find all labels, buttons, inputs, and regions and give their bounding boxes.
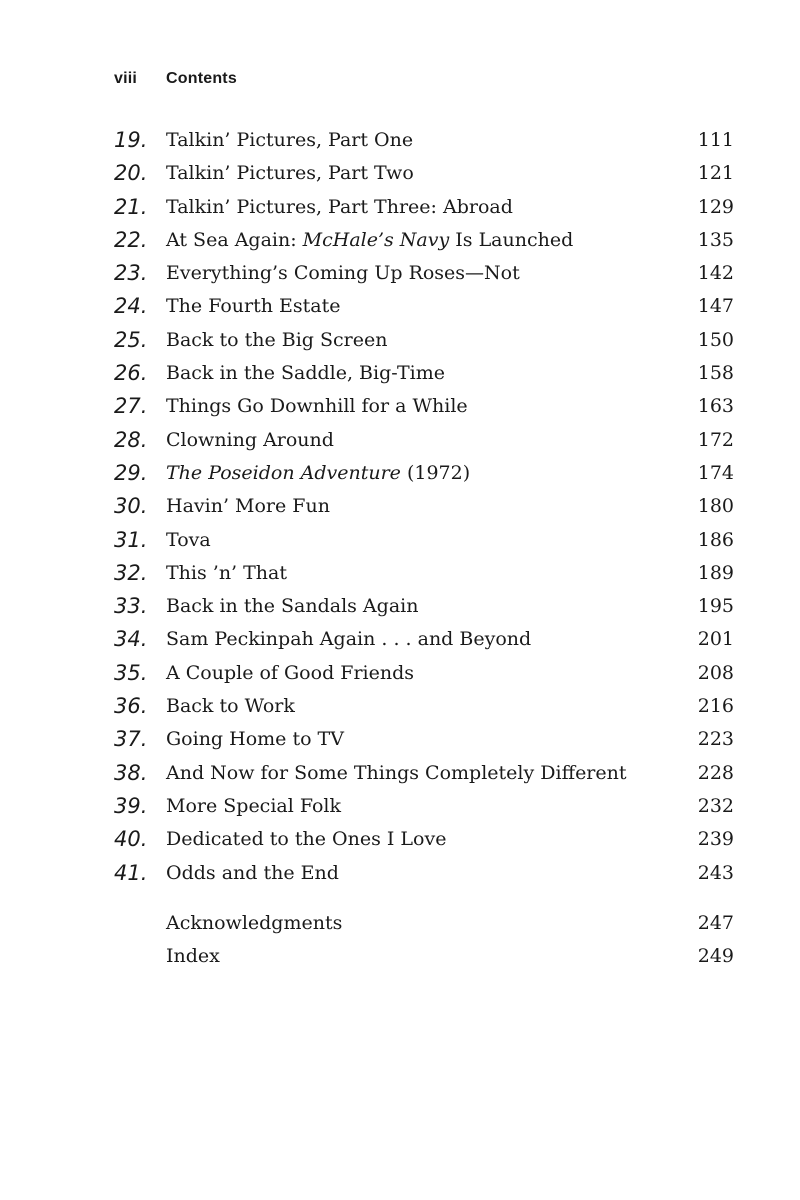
- chapter-number: 30.: [114, 494, 148, 519]
- chapter-title-italic: McHale’s Navy: [302, 228, 450, 251]
- back-matter-entry: [114, 907, 734, 940]
- page-folio: viii: [114, 70, 138, 87]
- chapter-page: 239: [697, 828, 734, 851]
- chapter-page: 195: [697, 595, 734, 618]
- toc-entry: [114, 757, 734, 790]
- chapter-number: 37.: [114, 727, 148, 752]
- chapter-number: 22.: [114, 227, 148, 252]
- chapter-page: 129: [697, 195, 734, 218]
- chapter-page: 243: [697, 861, 734, 884]
- chapter-number: 27.: [114, 394, 148, 419]
- chapter-number: 31.: [114, 527, 148, 552]
- toc-entry: [114, 857, 734, 890]
- chapter-title: [166, 457, 470, 490]
- chapter-page: 228: [697, 761, 734, 784]
- chapter-page: 174: [697, 461, 734, 484]
- chapter-title: Clowning Around: [166, 428, 334, 451]
- chapter-title-italic: The Poseidon Adventure: [166, 461, 401, 484]
- chapter-page: 186: [697, 528, 734, 551]
- chapter-number: 40.: [114, 827, 148, 852]
- toc-entry: [114, 790, 734, 823]
- toc-entry: [114, 390, 734, 423]
- chapter-number: 25.: [114, 327, 148, 352]
- chapter-title: This ’n’ That: [166, 561, 288, 584]
- chapter-title: A Couple of Good Friends: [166, 661, 415, 684]
- back-matter-page: 249: [697, 945, 734, 968]
- back-matter-title: Index: [166, 945, 220, 968]
- chapter-title-post: Is Launched: [449, 228, 574, 251]
- table-of-contents: [114, 124, 734, 890]
- chapter-title: Talkin’ Pictures, Part One: [166, 129, 414, 151]
- chapter-number: 41.: [114, 860, 148, 885]
- chapter-number: 24.: [114, 294, 148, 319]
- toc-entry: [114, 823, 734, 856]
- chapter-page: 142: [697, 262, 734, 285]
- chapter-number: 35.: [114, 660, 148, 685]
- chapter-page: 172: [697, 428, 734, 451]
- chapter-title: Going Home to TV: [166, 728, 344, 751]
- chapter-title: Dedicated to the Ones I Love: [166, 828, 447, 851]
- chapter-number: 28.: [114, 427, 148, 452]
- back-matter-entry: [114, 940, 734, 973]
- chapter-page: 147: [697, 295, 734, 318]
- running-head-title: Contents: [166, 70, 237, 87]
- toc-entry: [114, 191, 734, 224]
- toc-entry: [114, 490, 734, 523]
- chapter-number: 34.: [114, 627, 148, 652]
- chapter-title-pre: At Sea Again:: [166, 228, 303, 251]
- chapter-number: 21.: [114, 194, 148, 219]
- chapter-number: 23.: [114, 261, 148, 286]
- chapter-title: Sam Peckinpah Again . . . and Beyond: [166, 628, 532, 651]
- chapter-number: 29.: [114, 460, 148, 485]
- chapter-page: 111: [697, 129, 734, 151]
- chapter-title: Everything’s Coming Up Roses—Not: [166, 262, 520, 285]
- back-matter-page: 247: [697, 912, 734, 934]
- chapter-number: 38.: [114, 760, 148, 785]
- chapter-page: 189: [697, 561, 734, 584]
- chapter-page: 232: [697, 794, 734, 817]
- chapter-page: 223: [697, 728, 734, 751]
- toc-entry: [114, 457, 734, 490]
- chapter-title: Back to Work: [166, 695, 295, 718]
- toc-entry: [114, 290, 734, 323]
- toc-entry: [114, 357, 734, 390]
- chapter-title: Back in the Saddle, Big-Time: [166, 362, 446, 385]
- chapter-number: 26.: [114, 361, 148, 386]
- chapter-title: Things Go Downhill for a While: [166, 395, 468, 418]
- chapter-page: 208: [697, 661, 734, 684]
- toc-entry: [114, 157, 734, 190]
- chapter-page: 216: [697, 695, 734, 718]
- chapter-title: Odds and the End: [166, 861, 339, 884]
- toc-entry: [114, 723, 734, 756]
- chapter-number: 20.: [114, 161, 148, 186]
- toc-entry: [114, 224, 734, 257]
- chapter-title: Back to the Big Screen: [166, 328, 388, 351]
- toc-entry: [114, 657, 734, 690]
- toc-entry: [114, 424, 734, 457]
- chapter-title: And Now for Some Things Completely Different: [166, 761, 627, 784]
- chapter-title: More Special Folk: [166, 794, 342, 817]
- chapter-title: Back in the Sandals Again: [166, 595, 419, 618]
- chapter-title: Tova: [166, 528, 211, 551]
- back-matter: [114, 907, 734, 974]
- toc-entry: [114, 124, 734, 157]
- chapter-page: 150: [697, 328, 734, 351]
- toc-entry: [114, 257, 734, 290]
- back-matter-title: Acknowledgments: [166, 912, 343, 934]
- chapter-title: Talkin’ Pictures, Part Two: [166, 162, 414, 185]
- chapter-number: 39.: [114, 793, 148, 818]
- toc-entry: [114, 623, 734, 656]
- toc-entry: [114, 524, 734, 557]
- chapter-page: 180: [697, 495, 734, 518]
- chapter-title: Havin’ More Fun: [166, 495, 330, 518]
- toc-entry: [114, 557, 734, 590]
- chapter-title-post: (1972): [400, 461, 471, 484]
- chapter-number: 32.: [114, 560, 148, 585]
- chapter-page: 163: [697, 395, 734, 418]
- chapter-page: 201: [697, 628, 734, 651]
- chapter-number: 33.: [114, 594, 148, 619]
- chapter-title: Talkin’ Pictures, Part Three: Abroad: [166, 195, 513, 218]
- toc-entry: [114, 590, 734, 623]
- running-head: [114, 70, 237, 88]
- chapter-title: The Fourth Estate: [166, 295, 341, 318]
- chapter-page: 158: [697, 362, 734, 385]
- chapter-number: 19.: [114, 128, 148, 152]
- toc-entry: [114, 690, 734, 723]
- chapter-number: 36.: [114, 694, 148, 719]
- chapter-page: 121: [697, 162, 734, 185]
- chapter-page: 135: [697, 228, 734, 251]
- toc-entry: [114, 324, 734, 357]
- chapter-title: [166, 224, 573, 257]
